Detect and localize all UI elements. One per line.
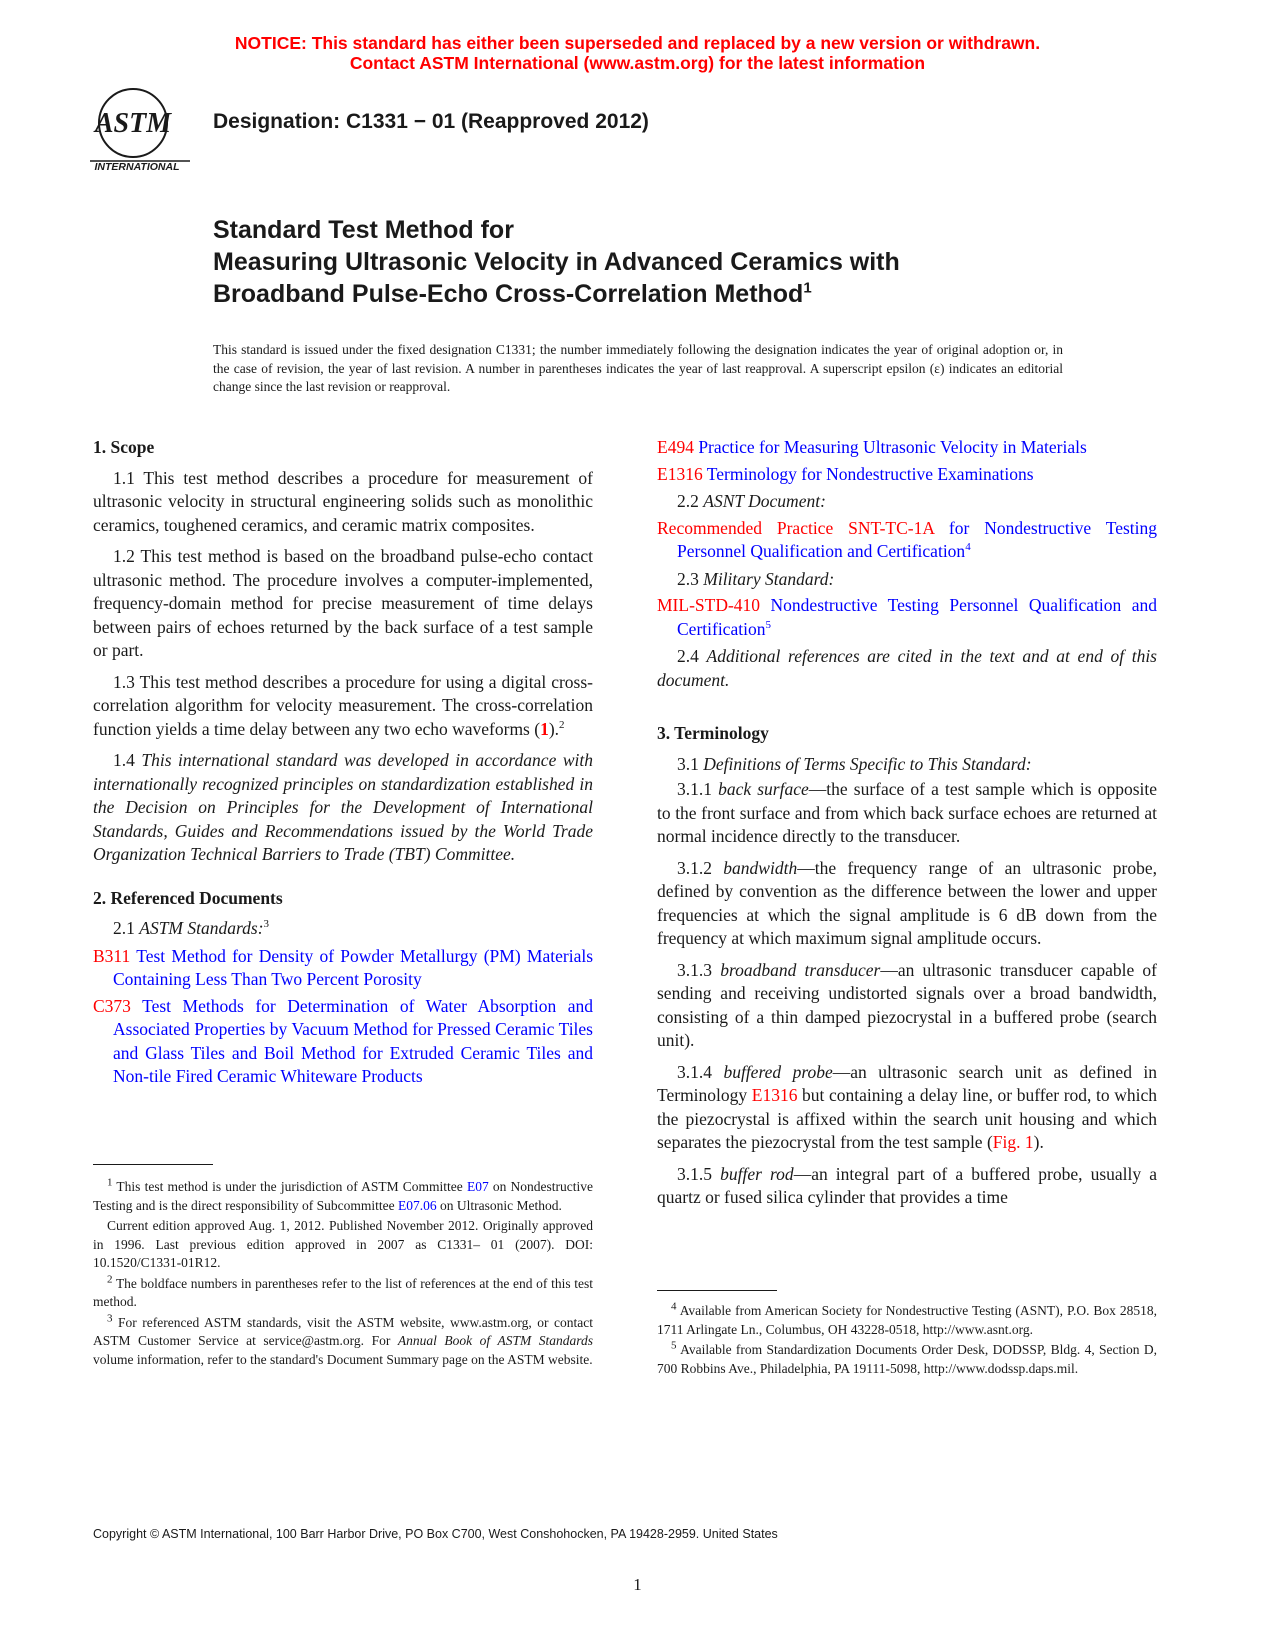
term-buffer-rod xyxy=(657,1163,1157,1210)
footnote-5-text: Available from Standardization Documents Order Desk, DODSSP, Bldg. 4, Section D, 700 Robbins Ave., Philadelphia, PA 19111-5098, http://www.dodssp.daps.mil. xyxy=(657,1342,1157,1376)
term-definition-b: but containing a delay line, or buffer rod, to which the piezocrystal is affixed within the search unit housing and which separates the piezocrystal from the test sample ( xyxy=(657,1085,1157,1152)
para-2-2-text: ASNT Document: xyxy=(703,491,826,511)
para-2-4-num: 2.4 xyxy=(677,646,699,666)
title-line-3 xyxy=(213,278,900,310)
ref-code[interactable]: MIL-STD-410 xyxy=(657,595,761,615)
ref-snt-tc-1a[interactable] xyxy=(657,517,1157,564)
issue-note: This standard is issued under the fixed designation C1331; the number immediately following the designation indicates the year of original adoption or, in the case of revision, the year of last revision. A number in parentheses indicates the year of last reapproval. A superscript epsilon (ε) indicates an editorial change since the last revision or reapproval. xyxy=(213,342,1063,394)
footnotes-right xyxy=(657,1302,1157,1380)
ref-e1316[interactable] xyxy=(657,463,1157,487)
footnote-mark-2: 2 xyxy=(559,718,565,731)
footnote-4 xyxy=(657,1302,1157,1339)
para-1-3 xyxy=(93,671,593,742)
footnote-4-num: 4 xyxy=(671,1300,677,1313)
ref-title[interactable]: Nondestructive Testing Personnel Qualification and Certification xyxy=(677,595,1158,639)
term-num: 3.1.1 xyxy=(677,779,712,799)
ref-code[interactable]: E1316 xyxy=(657,463,703,484)
para-2-2 xyxy=(657,490,1157,514)
reference-link-1[interactable]: 1 xyxy=(540,718,549,739)
term-bandwidth xyxy=(657,857,1157,951)
title-footnote-mark: 1 xyxy=(803,279,812,297)
committee-link[interactable]: E07 xyxy=(466,1179,489,1194)
footnote-1-edition: Current edition approved Aug. 1, 2012. Published November 2012. Originally approved in 1996. Last previous edition approved in 2007 as C1331– 01 (2007). DOI: 10.1520/C1331-01R12. xyxy=(93,1218,593,1270)
footnote-1-text-c: on Ultrasonic Method. xyxy=(436,1197,562,1213)
footnote-2-text: The boldface numbers in parentheses refer to the list of references at the end of this test method. xyxy=(93,1275,593,1309)
term-definition-a: —an ultrasonic search unit as defined in Terminology xyxy=(657,1061,1158,1105)
para-1-3-text: 1.3 This test method describes a procedure for using a digital cross-correlation algorithm for velocity measurement. The cross-correlation function yields a time delay between any two echo waveforms ( xyxy=(93,671,593,739)
notice-line-2: Contact ASTM International (www.astm.org) for the latest information xyxy=(349,53,926,73)
logo-subtext: INTERNATIONAL xyxy=(94,161,180,173)
para-2-1-num: 2.1 xyxy=(113,918,135,938)
footnote-3-italic: Annual Book of ASTM Standards xyxy=(397,1333,594,1348)
ref-title[interactable]: Test Methods for Determination of Water Absorption and Associated Properties by Vacuum Method for Pressed Ceramic Tiles and Glass Tiles and Boil Method for Extruded Ceramic Tiles and Non-tile Fired Ceramic Whiteware Products xyxy=(113,995,594,1086)
term-definition: —an ultrasonic transducer capable of sending and receiving undistorted signals over a broad bandwidth, consisting of a thin damped piezocrystal in a buffered probe (search unit). xyxy=(657,959,1157,1050)
para-1-4-text: This international standard was developed in accordance with internationally recognized principles on standardization established in the Decision on Principles for the Development of International Standards, Guides and Recommendations issued by the World Trade Organization Technical Barriers to Trade (TBT) Committee. xyxy=(93,750,594,864)
para-1-4-num: 1.4 xyxy=(113,750,135,770)
term-name: back surface xyxy=(718,779,809,799)
title-line-2: Measuring Ultrasonic Velocity in Advanced Ceramics with xyxy=(213,248,900,276)
ref-e494[interactable] xyxy=(657,436,1157,460)
footnote-3 xyxy=(93,1314,593,1370)
ref-c373[interactable] xyxy=(93,995,593,1089)
ref-code[interactable]: C373 xyxy=(93,995,131,1016)
ref-code[interactable]: Recommended Practice SNT-TC-1A xyxy=(657,517,935,538)
para-2-3 xyxy=(657,568,1157,592)
para-1-3-end: ). xyxy=(548,718,560,739)
footnote-mark-4: 4 xyxy=(965,541,971,554)
page-number: 1 xyxy=(633,1575,642,1594)
withdrawal-notice xyxy=(0,33,1275,73)
right-column xyxy=(657,436,1157,1218)
section-1-heading: 1. Scope xyxy=(93,437,155,457)
para-1-2: 1.2 This test method is based on the broadband pulse-echo contact ultrasonic method. The procedure involves a computer-implemented, frequency-domain method for precise measurement of time delays between pairs of echoes returned by the back surface of a test sample or part. xyxy=(93,546,593,660)
para-3-1-text: Definitions of Terms Specific to This Standard: xyxy=(703,753,1032,774)
para-1-1: 1.1 This test method describes a procedure for measurement of ultrasonic velocity in structural engineering solids such as monolithic ceramics, toughened ceramics, and ceramic matrix composites. xyxy=(93,467,593,535)
footnote-1-text-a: This test method is under the jurisdiction of ASTM Committee xyxy=(116,1179,467,1194)
footnote-2 xyxy=(93,1275,593,1312)
para-1-4 xyxy=(93,749,593,867)
designation: Designation: C1331 − 01 (Reapproved 2012) xyxy=(213,110,649,133)
e1316-link[interactable]: E1316 xyxy=(751,1085,798,1105)
footnote-1-text-b: on Nondestructive Testing and is the direct responsibility of Subcommittee xyxy=(93,1179,593,1213)
subcommittee-link[interactable]: E07.06 xyxy=(398,1197,437,1213)
term-num: 3.1.4 xyxy=(677,1061,712,1082)
footnotes-left xyxy=(93,1178,593,1371)
footnote-rule-right xyxy=(657,1290,777,1291)
left-column xyxy=(93,436,593,1092)
term-definition: —an integral part of a buffered probe, usually a quartz or fused silica cylinder that provides a time xyxy=(657,1163,1158,1207)
footnote-1 xyxy=(93,1178,593,1215)
notice-line-1: NOTICE: This standard has either been superseded and replaced by a new version or withdrawn. xyxy=(234,33,1041,53)
footnote-rule-left xyxy=(93,1164,213,1165)
term-name: buffer rod xyxy=(720,1163,794,1184)
footnote-mark-5: 5 xyxy=(765,618,771,631)
logo-text: ASTM xyxy=(94,108,172,139)
term-definition-c: ). xyxy=(1033,1132,1044,1152)
ref-b311[interactable] xyxy=(93,945,593,992)
footnote-3-num: 3 xyxy=(107,1312,113,1324)
term-name: bandwidth xyxy=(723,857,798,878)
section-3-heading: 3. Terminology xyxy=(657,723,769,743)
copyright-line: Copyright © ASTM International, 100 Barr Harbor Drive, PO Box C700, West Conshohocken, PA 19428-2959. United States xyxy=(93,1527,778,1541)
term-name: buffered probe xyxy=(723,1061,833,1082)
ref-mil-std-410[interactable] xyxy=(657,594,1157,641)
section-2-heading: 2. Referenced Documents xyxy=(93,887,283,908)
footnote-3-text-b: volume information, refer to the standard's Document Summary page on the ASTM website. xyxy=(93,1351,593,1367)
para-3-1 xyxy=(657,753,1157,777)
term-num: 3.1.3 xyxy=(677,959,712,980)
para-2-4-text: Additional references are cited in the text and at end of this document. xyxy=(657,646,1157,690)
ref-title[interactable]: Test Method for Density of Powder Metallurgy (PM) Materials Containing Less Than Two Percent Porosity xyxy=(113,945,594,989)
term-definition: —the frequency range of an ultrasonic probe, defined by convention as the difference between the lower and upper frequencies at which the signal amplitude is 6 dB down from the frequency at which maximum signal amplitude occurs. xyxy=(657,857,1157,948)
ref-title[interactable]: Terminology for Nondestructive Examinations xyxy=(706,463,1034,484)
title-line-1: Standard Test Method for xyxy=(213,216,514,244)
ref-code[interactable]: E494 xyxy=(657,437,694,457)
para-2-3-num: 2.3 xyxy=(677,568,699,589)
ref-title[interactable]: Practice for Measuring Ultrasonic Velocity in Materials xyxy=(698,437,1087,457)
footnote-1-num: 1 xyxy=(107,1176,113,1189)
footnote-4-text: Available from American Society for Nondestructive Testing (ASNT), P.O. Box 28518, 1711 Arlingate Ln., Columbus, OH 43228-0518, http://www.asnt.org. xyxy=(657,1303,1157,1337)
para-2-3-text: Military Standard: xyxy=(703,568,835,589)
term-num: 3.1.5 xyxy=(677,1163,712,1184)
para-2-2-num: 2.2 xyxy=(677,491,699,511)
term-broadband-transducer xyxy=(657,959,1157,1053)
para-3-1-num: 3.1 xyxy=(677,753,699,774)
footnote-5 xyxy=(657,1341,1157,1378)
footnote-2-num: 2 xyxy=(107,1273,113,1285)
term-num: 3.1.2 xyxy=(677,857,712,878)
footnote-mark-3: 3 xyxy=(263,918,270,931)
title-line-3-text: Broadband Pulse-Echo Cross-Correlation Method xyxy=(213,280,804,308)
footnote-3-text-a: For referenced ASTM standards, visit the ASTM website, www.astm.org, or contact ASTM Customer Service at service@astm.org. For xyxy=(93,1314,594,1348)
document-title xyxy=(213,214,900,310)
term-buffered-probe xyxy=(657,1061,1157,1155)
term-definition: —the surface of a test sample which is opposite to the front surface and from which back surface echoes are returned at normal incidence directly to the transducer. xyxy=(657,779,1157,846)
ref-title[interactable]: for Nondestructive Testing Personnel Qualification and Certification xyxy=(677,517,1157,561)
para-2-4 xyxy=(657,645,1157,692)
para-2-1-text: ASTM Standards: xyxy=(139,918,264,938)
astm-logo-icon xyxy=(90,85,200,175)
term-back-surface xyxy=(657,778,1157,849)
footnote-5-num: 5 xyxy=(671,1339,677,1352)
para-2-1 xyxy=(93,917,593,941)
ref-code[interactable]: B311 xyxy=(93,945,131,966)
term-name: broadband transducer xyxy=(720,959,881,980)
figure-1-link[interactable]: Fig. 1 xyxy=(992,1132,1034,1152)
